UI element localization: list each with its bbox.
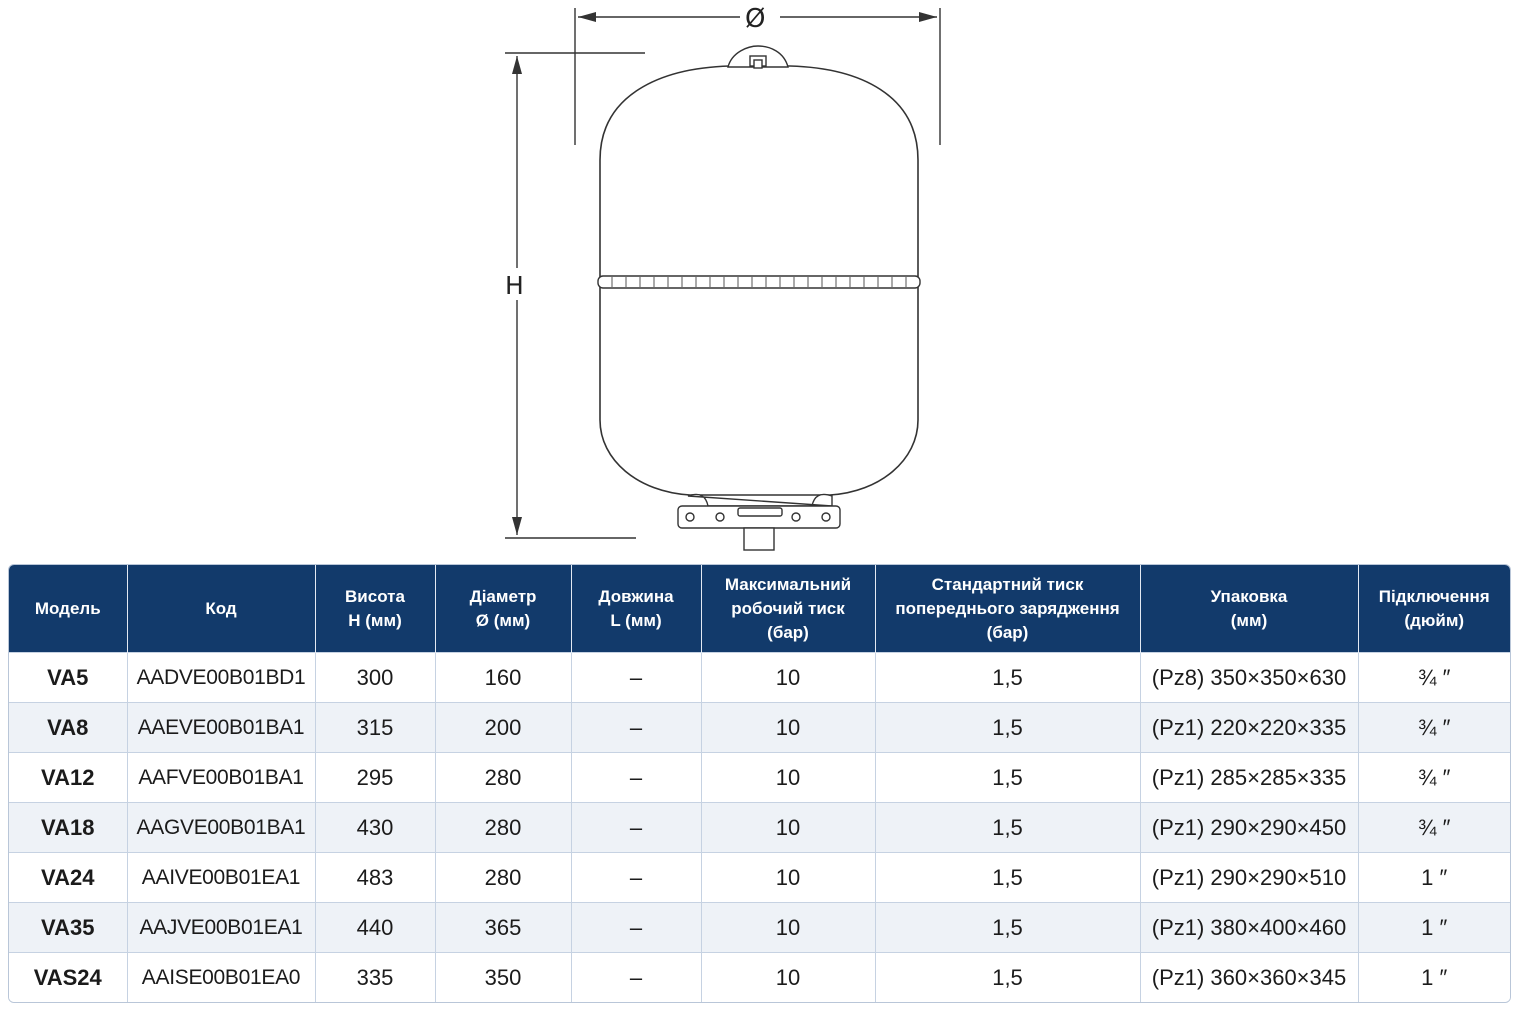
- column-header-line: Код: [205, 598, 237, 618]
- column-header: [9, 565, 127, 653]
- column-header-line: робочий тиск: [731, 598, 845, 618]
- table-cell: 440: [315, 903, 435, 953]
- column-header-line: попереднього зарядження: [895, 598, 1120, 618]
- table-cell: (Pz1) 380×400×460: [1140, 903, 1358, 953]
- arrowhead: [512, 56, 522, 74]
- mount-bracket: [678, 494, 840, 550]
- column-header-line: (мм): [1230, 610, 1268, 630]
- table-cell: 280: [435, 753, 571, 803]
- valve-cap: [728, 46, 788, 68]
- table-cell: (Pz1) 285×285×335: [1140, 753, 1358, 803]
- table-cell: ¾ ″: [1358, 803, 1510, 853]
- model-cell: VAS24: [9, 953, 127, 1003]
- diameter-label: Ø: [745, 4, 766, 34]
- model-cell: VA8: [9, 703, 127, 753]
- table-row: [9, 903, 1510, 953]
- table-row: [9, 953, 1510, 1003]
- code-cell: AADVE00B01BD1: [127, 653, 315, 703]
- column-header-line: Висота: [345, 586, 405, 606]
- model-cell: VA35: [9, 903, 127, 953]
- table-cell: ¾ ″: [1358, 703, 1510, 753]
- table-cell: 430: [315, 803, 435, 853]
- table-cell: (Pz1) 290×290×450: [1140, 803, 1358, 853]
- table-cell: 1,5: [875, 903, 1140, 953]
- code-cell: AAFVE00B01BA1: [127, 753, 315, 803]
- table-cell: –: [571, 753, 701, 803]
- table-cell: 10: [701, 853, 875, 903]
- table-row: [9, 853, 1510, 903]
- column-header-line: Модель: [34, 598, 101, 618]
- table-cell: 365: [435, 903, 571, 953]
- code-cell: AAIVE00B01EA1: [127, 853, 315, 903]
- table-cell: 280: [435, 853, 571, 903]
- table-cell: (Pz1) 220×220×335: [1140, 703, 1358, 753]
- table-cell: 1 ″: [1358, 903, 1510, 953]
- specification-table: [8, 564, 1511, 1003]
- column-header-line: Максимальний: [724, 574, 852, 594]
- table-cell: 295: [315, 753, 435, 803]
- column-header-line: (бар): [986, 622, 1029, 642]
- table-cell: 160: [435, 653, 571, 703]
- table-cell: 10: [701, 953, 875, 1003]
- table-cell: ¾ ″: [1358, 653, 1510, 703]
- table-cell: 300: [315, 653, 435, 703]
- column-header-line: Довжина: [598, 586, 674, 606]
- weld-seam: [598, 276, 920, 288]
- column-header: [1140, 565, 1358, 653]
- column-header-line: Підключення: [1378, 586, 1490, 606]
- table-cell: 10: [701, 903, 875, 953]
- model-cell: VA24: [9, 853, 127, 903]
- table-cell: 315: [315, 703, 435, 753]
- arrowhead: [578, 12, 596, 22]
- table-row: [9, 703, 1510, 753]
- table-cell: (Pz1) 360×360×345: [1140, 953, 1358, 1003]
- column-header-line: (дюйм): [1404, 610, 1465, 630]
- height-label: H: [505, 271, 524, 300]
- table-cell: –: [571, 803, 701, 853]
- table-cell: 1 ″: [1358, 953, 1510, 1003]
- table-cell: 1,5: [875, 803, 1140, 853]
- column-header-line: Упаковка: [1210, 586, 1288, 606]
- column-header: [701, 565, 875, 653]
- column-header: [1358, 565, 1510, 653]
- table-cell: 10: [701, 803, 875, 853]
- table-header-row: [9, 565, 1510, 653]
- table-cell: 200: [435, 703, 571, 753]
- table-body: [9, 653, 1510, 1003]
- table-row: [9, 753, 1510, 803]
- model-cell: VA12: [9, 753, 127, 803]
- column-header: [571, 565, 701, 653]
- column-header-line: Стандартний тиск: [931, 574, 1084, 594]
- table-cell: 1,5: [875, 953, 1140, 1003]
- table-cell: –: [571, 653, 701, 703]
- table-cell: ¾ ″: [1358, 753, 1510, 803]
- table-cell: 1,5: [875, 853, 1140, 903]
- table-cell: –: [571, 703, 701, 753]
- table-cell: 10: [701, 753, 875, 803]
- model-cell: VA18: [9, 803, 127, 853]
- column-header-line: Ø (мм): [475, 610, 531, 630]
- arrowhead: [919, 12, 937, 22]
- model-cell: VA5: [9, 653, 127, 703]
- column-header-line: H (мм): [348, 610, 402, 630]
- column-header: [315, 565, 435, 653]
- column-header: [435, 565, 571, 653]
- column-header-line: (бар): [767, 622, 809, 642]
- table-cell: (Pz1) 290×290×510: [1140, 853, 1358, 903]
- table-cell: –: [571, 903, 701, 953]
- column-header: [127, 565, 315, 653]
- arrowhead: [512, 517, 522, 535]
- table-cell: 10: [701, 653, 875, 703]
- table-cell: 1,5: [875, 753, 1140, 803]
- table-cell: 1 ″: [1358, 853, 1510, 903]
- table-cell: –: [571, 853, 701, 903]
- code-cell: AAEVE00B01BA1: [127, 703, 315, 753]
- code-cell: AAISE00B01EA0: [127, 953, 315, 1003]
- table-cell: 10: [701, 703, 875, 753]
- table-cell: 280: [435, 803, 571, 853]
- table-row: [9, 803, 1510, 853]
- column-header-line: L (мм): [610, 610, 662, 630]
- table-row: [9, 653, 1510, 703]
- column-header: [875, 565, 1140, 653]
- code-cell: AAGVE00B01BA1: [127, 803, 315, 853]
- table-cell: 350: [435, 953, 571, 1003]
- table-cell: 335: [315, 953, 435, 1003]
- table-cell: 483: [315, 853, 435, 903]
- code-cell: AAJVE00B01EA1: [127, 903, 315, 953]
- table-cell: (Pz8) 350×350×630: [1140, 653, 1358, 703]
- column-header-line: Діаметр: [469, 586, 537, 606]
- table-cell: 1,5: [875, 703, 1140, 753]
- table-cell: 1,5: [875, 653, 1140, 703]
- table-cell: –: [571, 953, 701, 1003]
